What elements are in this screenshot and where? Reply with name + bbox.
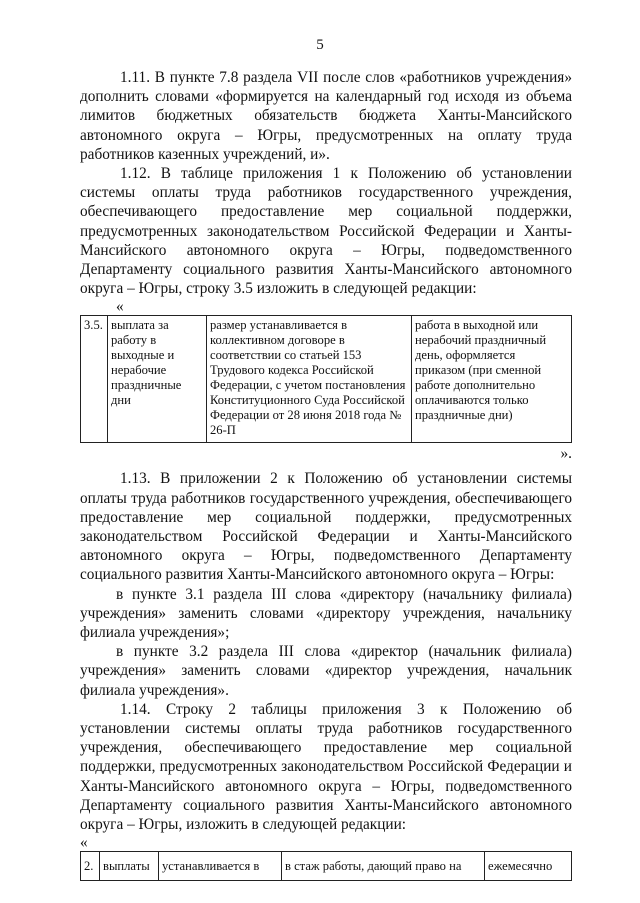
- frequency-cell: ежемесячно: [485, 852, 572, 881]
- paragraph-1-13: 1.13. В приложении 2 к Положению об установлении системы оплаты труда работников государственного учреждения, обеспечивающего предоставление мер социальной поддержки, предусмотренных законодательством Российской Федерации и Ханты-Мансийского автономного округа – Югры, подведомственного Департаменту социального развития Ханты-Мансийского автономного округа – Югры:: [80, 470, 572, 584]
- quote-close: ».: [560, 445, 572, 463]
- table-row: [81, 316, 572, 443]
- payment-type-cell: выплата за работу в выходные и нерабочие праздничные дни: [108, 316, 207, 443]
- row-number-cell: 3.5.: [81, 316, 108, 443]
- payment-type-cell: выплаты: [100, 852, 159, 881]
- page-number: 5: [316, 37, 324, 53]
- quote-open: «: [116, 298, 124, 316]
- paragraph-1-11: 1.11. В пункте 7.8 раздела VII после слов «работников учреждения» дополнить словами «формируется на календарный год исходя из объема лимитов бюджетных обязательств бюджета Ханты-Мансийского автономного округа – Югры, предусмотренных на оплату труда работников казенных учреждений, и».: [80, 69, 572, 163]
- amount-cell: устанавливается в: [159, 852, 282, 881]
- paragraph-1-14: 1.14. Строку 2 таблицы приложения 3 к Положению об установлении системы оплаты труда работников государственного учреждения, обеспечивающего предоставление мер социальной поддержки, предусмотренных законодательством Российской Федерации и Ханты-Мансийского автономного округа – Югры, подведомственного Департаменту социального развития Ханты-Мансийского автономного округа – Югры, изложить в следующей редакции:: [80, 700, 572, 834]
- notes-cell: работа в выходной или нерабочий праздничный день, оформляется приказом (при сменной работе дополнительно оплачиваются только праздничные дни): [412, 316, 572, 443]
- paragraph-point-3-1: в пункте 3.1 раздела III слова «директору (начальнику филиала) учреждения» заменить словами «директору учреждения, начальнику филиала учреждения»;: [80, 585, 572, 642]
- table-row-2: [80, 851, 572, 881]
- paragraph-1-12: 1.12. В таблице приложения 1 к Положению об установлении системы оплаты труда работников государственного учреждения, обеспечивающего предоставление мер социальной поддержки, предусмотренных законодательством Российской Федерации и Ханты-Мансийского автономного округа – Югры, подведомственного Департаменту социального развития Ханты-Мансийского автономного округа – Югры, строку 3.5 изложить в следующей редакции:: [80, 165, 572, 298]
- paragraph-point-3-2: в пункте 3.2 раздела III слова «директор (начальник филиала) учреждения» заменить словами «директор учреждения, начальник филиала учреждения».: [80, 643, 572, 699]
- quote-open-2: «: [80, 834, 88, 852]
- row-number-cell: 2.: [81, 852, 100, 881]
- amount-conditions-cell: размер устанавливается в коллективном договоре в соответствии со статьей 153 Трудового кодекса Российской Федерации, с учетом постановления Конституционного Суда Российской Федерации от 28 июня 2018 года № 26-П: [207, 316, 412, 443]
- seniority-cell: в стаж работы, дающий право на: [282, 852, 485, 881]
- table-row: [81, 852, 572, 881]
- table-row-3-5: [80, 315, 572, 443]
- document-body: [80, 68, 572, 881]
